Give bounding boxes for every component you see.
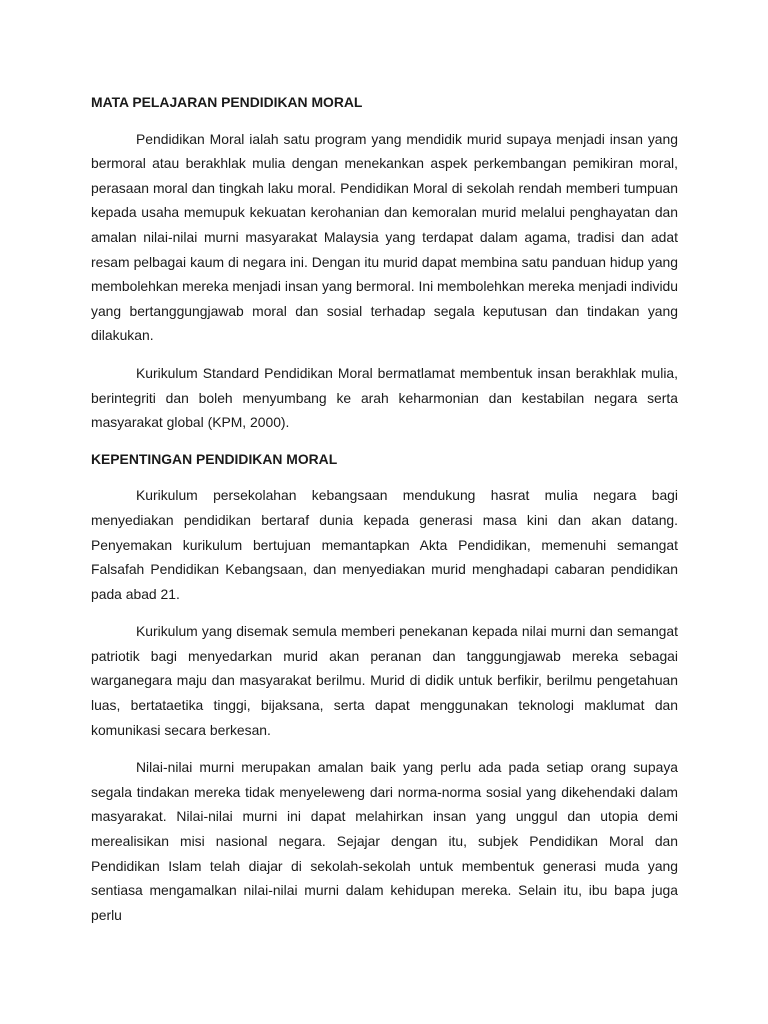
section-heading-mata-pelajaran: MATA PELAJARAN PENDIDIKAN MORAL [91, 94, 363, 110]
paragraph-definition: Pendidikan Moral ialah satu program yang mendidik murid supaya menjadi insan yang bermoral atau berakhlak mulia dengan menekankan aspek perkembangan pemikiran moral, perasaan moral dan tingkah laku moral. Pendidikan Moral di sekolah rendah memberi tumpuan kepada usaha memupuk kekuatan kerohanian dan kemoralan murid melalui penghayatan dan amalan nilai-nilai murni masyarakat Malaysia yang terdapat dalam agama, tradisi dan adat resam pelbagai kaum di negara ini. Dengan itu murid dapat membina satu panduan hidup yang membolehkan mereka menjadi insan yang bermoral. Ini membolehkan mereka menjadi individu yang bertanggungjawab moral dan sosial terhadap segala keputusan dan tindakan yang dilakukan. [91, 130, 678, 344]
paragraph-national-curriculum: Kurikulum persekolahan kebangsaan mendukung hasrat mulia negara bagi menyediakan pendidikan bertaraf dunia kepada generasi masa kini dan akan datang. Penyemakan kurikulum bertujuan memantapkan Akta Pendidikan, memenuhi semangat Falsafah Pendidikan Kebangsaan, dan menyediakan murid menghadapi cabaran pendidikan pada abad 21. [91, 487, 678, 602]
paragraph-moral-values: Nilai-nilai murni merupakan amalan baik yang perlu ada pada setiap orang supaya segala tindakan mereka tidak menyeleweng dari norma-norma sosial yang dikehendaki dalam masyarakat. Nilai-nilai murni ini dapat melahirkan insan yang unggul dan utopia demi merealisikan misi nasional negara. Sejajar dengan itu, subjek Pendidikan Moral dan Pendidikan Islam telah diajar di sekolah-sekolah untuk membentuk generasi muda yang sentiasa mengamalkan nilai-nilai murni dalam kehidupan mereka. Selain itu, ibu bapa juga perlu [91, 759, 678, 923]
paragraph-curriculum-aim: Kurikulum Standard Pendidikan Moral bermatlamat membentuk insan berakhlak mulia, berintegriti dan boleh menyumbang ke arah keharmonian dan kestabilan negara serta masyarakat global (KPM, 2000). [91, 364, 678, 431]
document-body [91, 90, 678, 927]
section-heading-kepentingan: KEPENTINGAN PENDIDIKAN MORAL [91, 450, 338, 467]
paragraph-revised-curriculum: Kurikulum yang disemak semula memberi penekanan kepada nilai murni dan semangat patriotik bagi menyedarkan murid akan peranan dan tanggungjawab mereka sebagai warganegara maju dan masyarakat berilmu. Murid di didik untuk berfikir, berilmu pengetahuan luas, bertataetika tinggi, bijaksana, serta dapat menggunakan teknologi maklumat dan komunikasi secara berkesan. [91, 623, 678, 738]
